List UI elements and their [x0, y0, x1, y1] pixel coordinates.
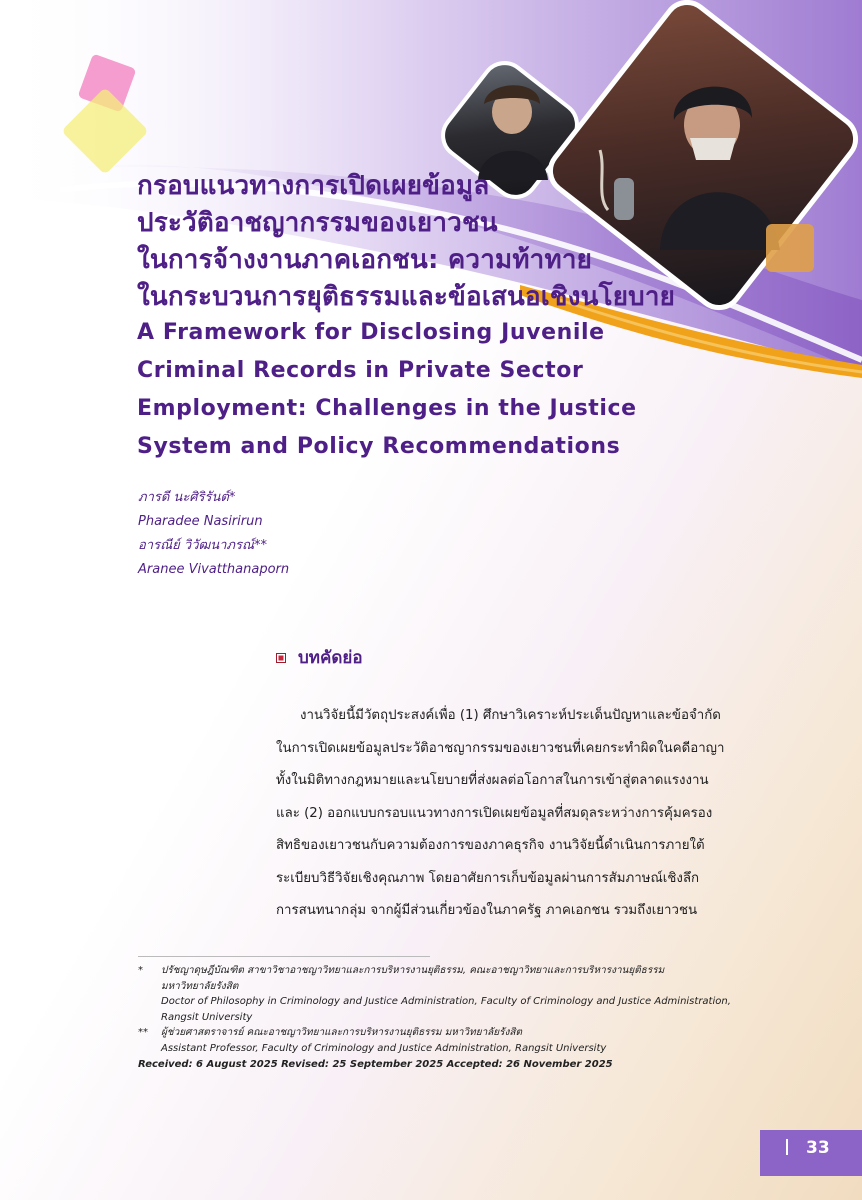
abstract-heading	[276, 644, 363, 671]
footnote-mark: *	[138, 965, 143, 976]
abstract-body	[276, 700, 750, 928]
english-title	[137, 314, 737, 466]
amber-square-decoration	[766, 224, 814, 272]
page-tab-divider	[786, 1139, 788, 1155]
footnote-line: ปรัชญาดุษฎีบัณฑิต สาขาวิชาอาชญาวิทยาและการบริหารงานยุติธรรม, คณะอาชญาวิทยาและการบริหารงานยุติธรรม	[161, 965, 665, 976]
abstract-line: งานวิจัยนี้มีวัตถุประสงค์เพื่อ (1) ศึกษาวิเคราะห์ประเด็นปัญหาและข้อจำกัด	[300, 708, 721, 723]
abstract-line: ในการเปิดเผยข้อมูลประวัติอาชญากรรมของเยาวชนที่เคยกระทำผิดในคดีอาญา	[276, 740, 725, 756]
footnote-line: ผู้ช่วยศาสตราจารย์ คณะอาชญาวิทยาและการบริหารงานยุติธรรม มหาวิทยาลัยรังสิต	[161, 1027, 523, 1038]
thai-title-line: กรอบแนวทางการเปิดเผยข้อมูล	[137, 171, 490, 201]
english-title-line: Employment: Challenges in the Justice	[137, 396, 637, 421]
footnote-1	[138, 963, 758, 1025]
author-name-english: Pharadee Nasirirun	[138, 514, 263, 529]
thai-title-line: ในกระบวนการยุติธรรมและข้อเสนอเชิงนโยบาย	[137, 282, 676, 312]
english-title-line: System and Policy Recommendations	[137, 434, 621, 459]
received-dates: Received: 6 August 2025 Revised: 25 September 2025 Accepted: 26 November 2025	[138, 1059, 613, 1070]
author-list	[138, 486, 289, 582]
author-name-english: Aranee Vivatthanaporn	[138, 562, 290, 577]
thai-title-line: ในการจ้างงานภาคเอกชน: ความท้าทาย	[137, 245, 593, 275]
abstract-line: และ (2) ออกแบบกรอบแนวทางการเปิดเผยข้อมูลที่สมดุลระหว่างการคุ้มครอง	[276, 805, 713, 821]
abstract-title: บทคัดย่อ	[298, 648, 363, 668]
english-title-line: Criminal Records in Private Sector	[137, 358, 584, 383]
footnote-2	[138, 1025, 758, 1056]
footnote-line: Rangsit University	[161, 1011, 253, 1023]
footnotes	[138, 963, 758, 1073]
page-number: 33	[806, 1138, 830, 1158]
english-title-line: A Framework for Disclosing Juvenile	[137, 320, 605, 345]
thai-title-line: ประวัติอาชญากรรมของเยาวชน	[137, 208, 498, 238]
abstract-line: ระเบียบวิธีวิจัยเชิงคุณภาพ โดยอาศัยการเก็บข้อมูลผ่านการสัมภาษณ์เชิงลึก	[276, 870, 700, 886]
footnote-divider	[138, 956, 430, 957]
abstract-line: การสนทนากลุ่ม จากผู้มีส่วนเกี่ยวข้องในภาครัฐ ภาคเอกชน รวมถึงเยาวชน	[276, 903, 698, 918]
author-name-thai: ภารดี นะศิริรันต์*	[138, 490, 236, 505]
footnote-line: Assistant Professor, Faculty of Criminology and Justice Administration, Rangsit University	[161, 1042, 607, 1054]
footnote-line: Doctor of Philosophy in Criminology and Justice Administration, Faculty of Criminology and Justice Administration,	[161, 996, 731, 1007]
abstract-line: สิทธิของเยาวชนกับความต้องการของภาคธุรกิจ งานวิจัยนี้ดำเนินการภายใต้	[276, 838, 705, 853]
footnote-mark: **	[138, 1027, 148, 1038]
footnote-line: มหาวิทยาลัยรังสิต	[161, 980, 239, 992]
thai-title	[137, 168, 697, 316]
abstract-square-icon	[276, 653, 286, 663]
abstract-line: ทั้งในมิติทางกฎหมายและนโยบายที่ส่งผลต่อโอกาสในการเข้าสู่ตลาดแรงงาน	[276, 773, 709, 788]
author-name-thai: อารณีย์ วิวัฒนาภรณ์**	[138, 538, 268, 553]
page-number-tab	[760, 1130, 862, 1176]
